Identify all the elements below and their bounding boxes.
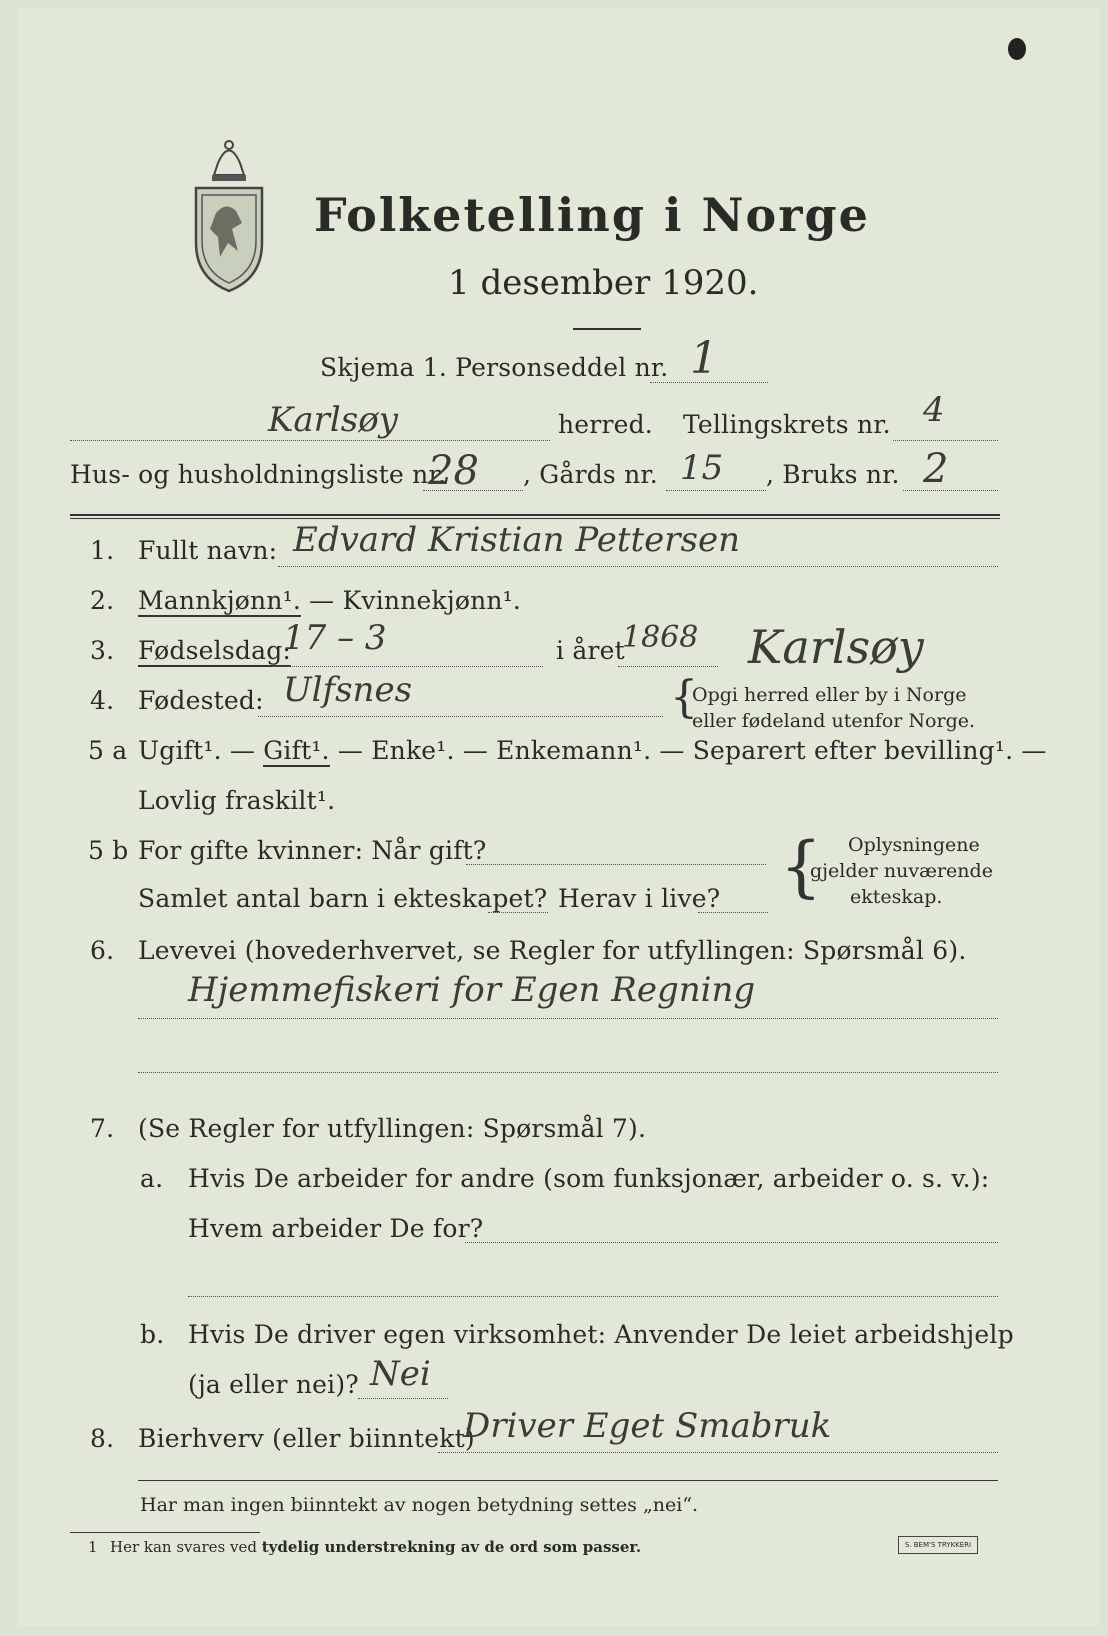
q7a-letter: a. — [140, 1164, 164, 1193]
side-income-field-line — [438, 1452, 998, 1453]
employer-field-line — [465, 1242, 998, 1243]
husliste-value[interactable]: 28 — [428, 448, 479, 494]
q7b-text: Hvis De driver egen virksomhet: Anvender De leiet arbeidshjelp — [188, 1320, 1014, 1349]
female-option[interactable]: Kvinnekjønn¹. — [342, 586, 522, 615]
civil-status-options — [138, 736, 1047, 765]
q8-label: Bierhverv (eller biinntekt) — [138, 1424, 475, 1453]
bruks-label: , Bruks nr. — [766, 460, 900, 489]
q4-note-line1: Opgi herred eller by i Norge — [692, 684, 967, 706]
q2-separator: — — [301, 586, 343, 615]
q5a-separator: — — [329, 736, 372, 765]
q4-brace: { — [670, 672, 698, 723]
personseddel-number[interactable]: 1 — [690, 333, 718, 384]
q5b-label: For gifte kvinner: Når gift? — [138, 836, 487, 865]
occupation-field-line-2 — [138, 1072, 998, 1073]
hired-help-field-line — [358, 1398, 448, 1399]
separert-option[interactable]: Separert efter bevilling¹. — [692, 736, 1014, 765]
skjema-label: Skjema 1. Personseddel nr. — [320, 353, 669, 382]
q4-note-line2: eller fødeland utenfor Norge. — [692, 710, 976, 732]
enkemann-option[interactable]: Enkemann¹. — [496, 736, 652, 765]
q1-field-line — [278, 566, 998, 567]
bruks-value[interactable]: 2 — [923, 446, 949, 492]
header-rule-thin — [70, 518, 1000, 519]
bruks-field-line — [903, 490, 998, 491]
children-field-line — [488, 912, 548, 913]
q5b-note-line1: Oplysningene — [848, 834, 980, 856]
q7-label: (Se Regler for utfyllingen: Spørsmål 7). — [138, 1114, 647, 1143]
q7b-question: (ja eller nei)? — [188, 1370, 359, 1399]
birth-year-value[interactable]: 1868 — [622, 620, 699, 655]
employer-field-line-2 — [188, 1296, 998, 1297]
year-field-line — [618, 666, 718, 667]
q5a-separator: — — [651, 736, 693, 765]
full-name-value[interactable]: Edvard Kristian Pettersen — [293, 520, 741, 560]
footnote-text-b: tydelig understrekning av de ord som passer. — [261, 1538, 642, 1556]
birthplace-value[interactable]: Ulfsnes — [283, 670, 413, 710]
header-rule — [70, 514, 1000, 516]
footnote-mark: 1 — [88, 1538, 98, 1556]
gards-label: , Gårds nr. — [523, 460, 658, 489]
herred-field-line — [70, 440, 550, 441]
alive-label: Herav i live? — [558, 884, 721, 913]
q5a-separator: — — [221, 736, 264, 765]
q6-label: Levevei (hovederhvervet, se Regler for utfyllingen: Spørsmål 6). — [138, 936, 967, 965]
q5b-number: 5 b — [88, 836, 129, 865]
herred-label: herred. — [558, 410, 653, 439]
enke-option[interactable]: Enke¹. — [371, 736, 455, 765]
census-form — [18, 8, 1100, 1626]
q4-number: 4. — [90, 686, 115, 715]
male-option[interactable]: Mannkjønn¹. — [138, 586, 302, 615]
tellingskrets-label: Tellingskrets nr. — [683, 410, 891, 439]
husliste-label: Hus- og husholdningsliste nr. — [70, 460, 447, 489]
q5b-note-line3: ekteskap. — [850, 886, 943, 908]
q2-number: 2. — [90, 586, 115, 615]
tellingskrets-value[interactable]: 4 — [923, 390, 945, 430]
side-income-value[interactable]: Driver Eget Smabruk — [463, 1406, 832, 1446]
census-date: 1 desember 1920. — [448, 263, 759, 303]
year-label: i året — [556, 636, 625, 665]
occupation-field-line — [138, 1018, 998, 1019]
q5a-number: 5 a — [88, 736, 128, 765]
q6-number: 6. — [90, 936, 115, 965]
footnote-text — [110, 1538, 641, 1556]
gards-field-line — [666, 490, 766, 491]
q5a-separator: — — [454, 736, 497, 765]
printer-stamp: S. BEM'S TRYKKERI — [898, 1536, 978, 1554]
ugift-option[interactable]: Ugift¹. — [138, 736, 222, 765]
q3-number: 3. — [90, 636, 115, 665]
q4-label: Fødested: — [138, 686, 264, 715]
q1-number: 1. — [90, 536, 115, 565]
q7b-letter: b. — [140, 1320, 165, 1349]
married-date-field-line — [466, 864, 766, 865]
herred-value[interactable]: Karlsøy — [268, 400, 398, 440]
q3-label: Fødselsdag: — [138, 636, 292, 665]
q7a-text: Hvis De arbeider for andre (som funksjonær, arbeider o. s. v.): — [188, 1164, 990, 1193]
bottom-divider — [138, 1480, 998, 1481]
q8-number: 8. — [90, 1424, 115, 1453]
title-divider — [573, 328, 641, 330]
occupation-value[interactable]: Hjemmefiskeri for Egen Regning — [188, 970, 756, 1010]
tellingskrets-field-line — [893, 440, 998, 441]
gift-option[interactable]: Gift¹. — [263, 736, 330, 765]
birthplace-field-line — [258, 716, 663, 717]
footnote-rule — [70, 1532, 260, 1533]
q1-label: Fullt navn: — [138, 536, 278, 565]
q5b-brace: { — [780, 828, 822, 905]
q5a-trailing-dash: — — [1013, 736, 1047, 765]
q7a-question: Hvem arbeider De for? — [188, 1214, 484, 1243]
gards-value[interactable]: 15 — [680, 448, 724, 488]
lovlig-fraskilt-option[interactable]: Lovlig fraskilt¹. — [138, 786, 336, 815]
birthdate-field-line — [273, 666, 543, 667]
bottom-note: Har man ingen biinntekt av nogen betydning settes „nei“. — [140, 1494, 699, 1516]
q2-options — [138, 586, 521, 615]
q7-number: 7. — [90, 1114, 115, 1143]
children-label: Samlet antal barn i ekteskapet? — [138, 884, 548, 913]
hired-help-value[interactable]: Nei — [370, 1354, 431, 1394]
birthdate-value[interactable]: 17 – 3 — [283, 618, 387, 658]
birthplace-herred-value[interactable]: Karlsøy — [748, 620, 924, 674]
q5b-note-line2: gjelder nuværende — [810, 860, 993, 882]
alive-field-line — [698, 912, 768, 913]
norwegian-coat-of-arms-icon — [188, 133, 270, 293]
footnote-text-a: Her kan svares ved — [110, 1538, 257, 1556]
punch-hole — [1008, 38, 1026, 60]
form-title: Folketelling i Norge — [314, 188, 870, 242]
